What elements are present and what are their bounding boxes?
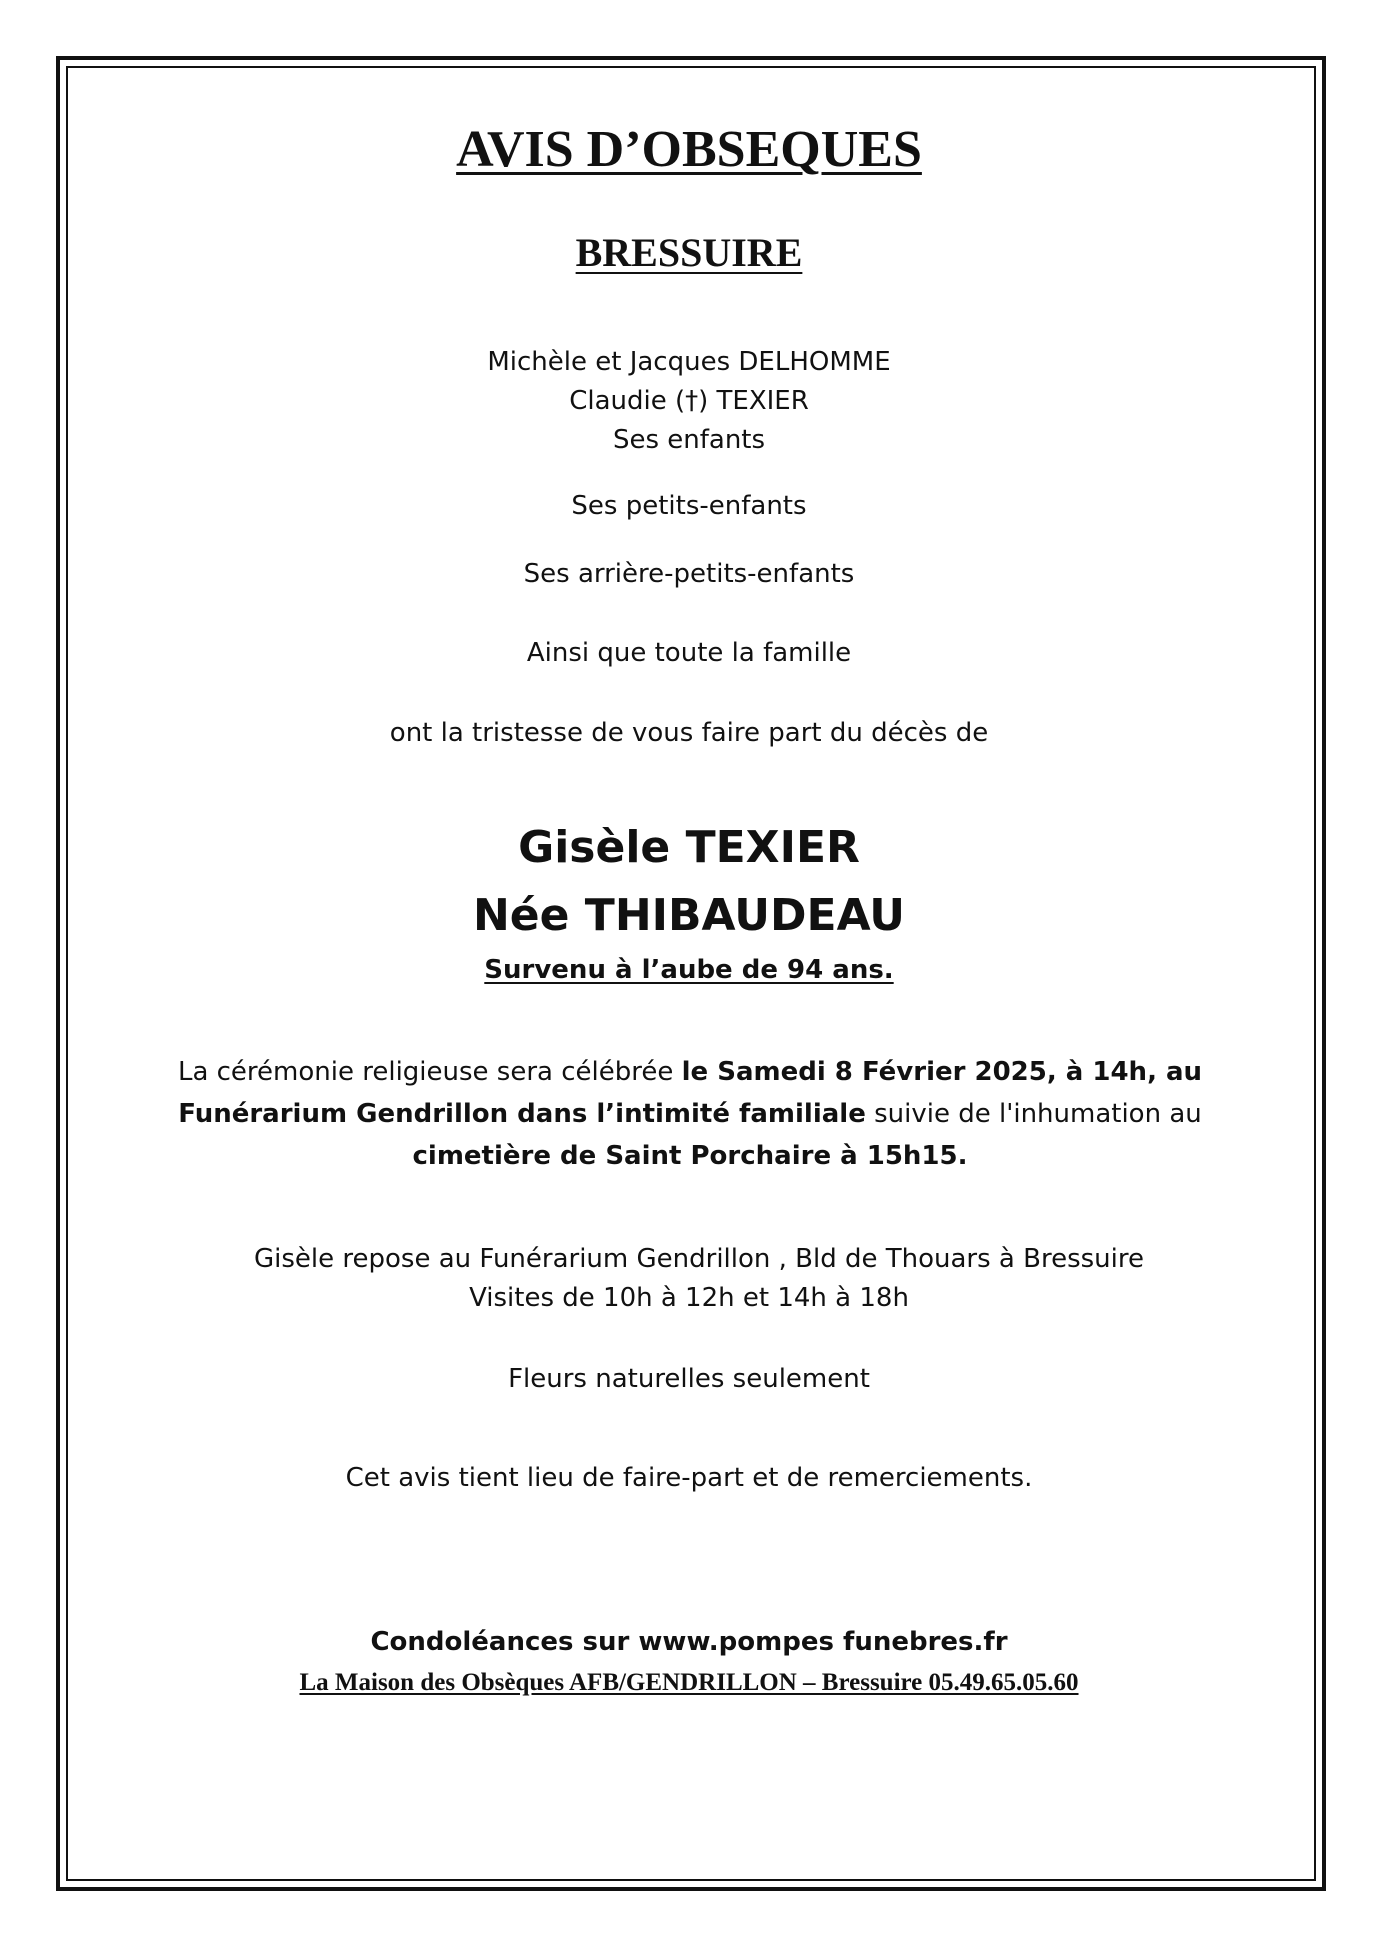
flowers-line: Fleurs naturelles seulement (508, 1364, 870, 1394)
family-line-3: Ses enfants (612, 425, 766, 455)
burial-place-time: cimetière de Saint Porchaire à 15h15. (412, 1141, 968, 1171)
family-line-1: Michèle et Jacques DELHOMME (487, 347, 891, 377)
great-grandchildren-line: Ses arrière-petits-enfants (523, 559, 855, 589)
birth-name: Née THIBAUDEAU (472, 890, 905, 941)
rest-location-line: Gisèle repose au Funérarium Gendrillon , Bld de Thouars à Bressuire (254, 1244, 1144, 1274)
ceremony-text-1: La cérémonie religieuse sera célébrée (177, 1057, 682, 1087)
visiting-hours-line: Visites de 10h à 12h et 14h à 18h (469, 1283, 909, 1313)
agency-line: La Maison des Obsèques AFB/GENDRILLON – Bressuire 05.49.65.05.60 (299, 1669, 1079, 1696)
deceased-name: Gisèle TEXIER (518, 822, 860, 873)
age-line: Survenu à l’aube de 94 ans. (484, 955, 894, 985)
ceremony-date-place: le Samedi 8 Février 2025, à 14h, au Funérarium Gendrillon dans l’intimité familiale (178, 1057, 1203, 1129)
location-heading: BRESSUIRE (575, 230, 803, 275)
family-line-2: Claudie (†) TEXIER (569, 386, 809, 416)
notice-line: Cet avis tient lieu de faire-part et de remerciements. (345, 1463, 1033, 1493)
page-title: AVIS D’OBSEQUES (456, 121, 922, 178)
grandchildren-line: Ses petits-enfants (571, 491, 807, 521)
family-line: Ainsi que toute la famille (526, 638, 852, 668)
announcement-line: ont la tristesse de vous faire part du décès de (389, 718, 989, 748)
ceremony-paragraph (110, 1051, 1270, 1177)
ceremony-text-2: suivie de l'inhumation au (865, 1099, 1202, 1129)
condolences-line: Condoléances sur www.pompes funebres.fr (370, 1627, 1008, 1657)
